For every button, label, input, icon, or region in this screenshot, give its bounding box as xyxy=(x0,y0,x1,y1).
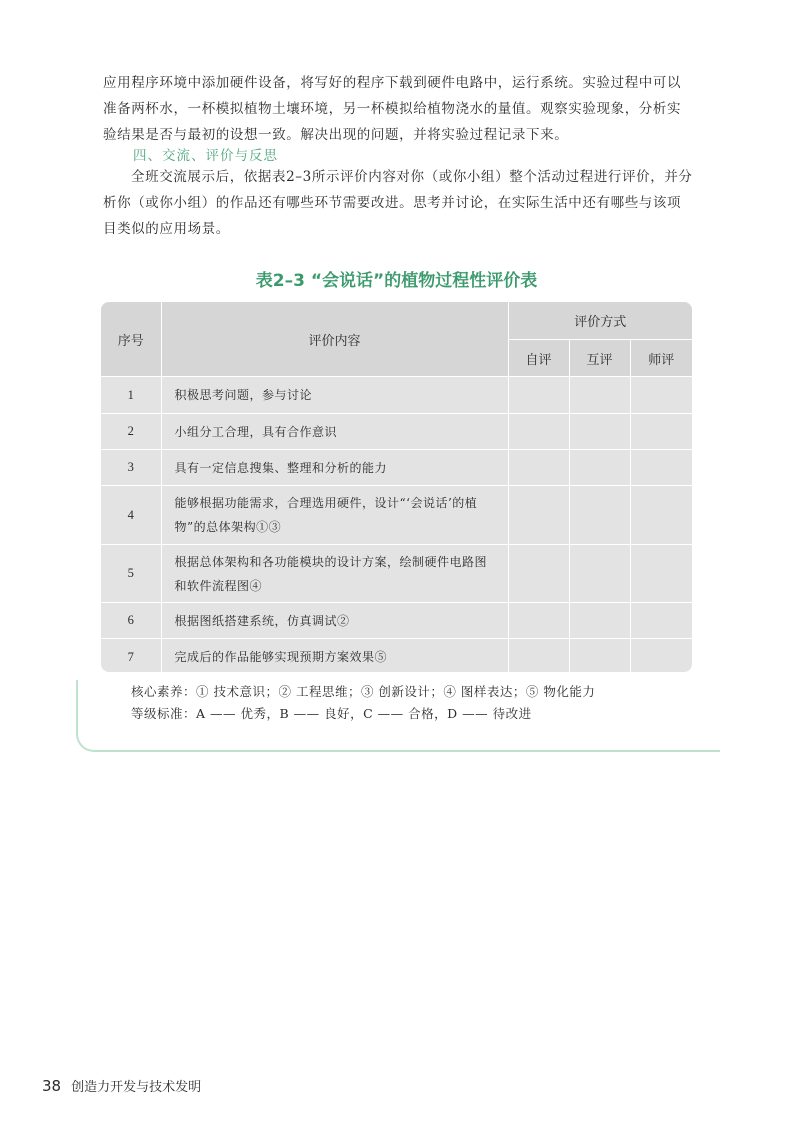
header-self: 自评 xyxy=(508,340,569,377)
self-cell xyxy=(508,639,569,673)
section-heading: 四、交流、评价与反思 xyxy=(133,148,278,164)
table-row xyxy=(101,486,692,545)
header-content: 评价内容 xyxy=(161,302,508,377)
peer-cell xyxy=(569,377,630,414)
page-number: 38 xyxy=(42,1077,62,1095)
teacher-cell xyxy=(630,450,692,486)
table-title: 表2–3 “会说话”的植物过程性评价表 xyxy=(255,271,538,291)
teacher-cell xyxy=(630,414,692,450)
peer-cell xyxy=(569,414,630,450)
row-index: 4 xyxy=(101,486,161,545)
table-notes xyxy=(131,681,595,725)
row-index: 6 xyxy=(101,603,161,639)
teacher-cell xyxy=(630,603,692,639)
teacher-cell xyxy=(630,486,692,545)
table-row xyxy=(101,603,692,639)
peer-cell xyxy=(569,603,630,639)
row-content: 能够根据功能需求，合理选用硬件，设计“‘会说话’的植物”的总体架构①③ xyxy=(161,486,508,545)
page-footer xyxy=(42,1076,201,1095)
table-row xyxy=(101,450,692,486)
header-index: 序号 xyxy=(101,302,161,377)
row-content: 完成后的作品能够实现预期方案效果⑤ xyxy=(161,639,508,673)
self-cell xyxy=(508,450,569,486)
row-index: 7 xyxy=(101,639,161,673)
teacher-cell xyxy=(630,377,692,414)
self-cell xyxy=(508,486,569,545)
peer-cell xyxy=(569,450,630,486)
teacher-cell xyxy=(630,545,692,603)
peer-cell xyxy=(569,639,630,673)
table-row xyxy=(101,545,692,603)
evaluation-table xyxy=(101,302,692,672)
teacher-cell xyxy=(630,639,692,673)
self-cell xyxy=(508,377,569,414)
evaluation-paragraph: 全班交流展示后，依据表2–3所示评价内容对你（或你小组）整个活动过程进行评价，并分析你（或你小组）的作品还有哪些环节需要改进。思考并讨论，在实际生活中还有哪些与该项目类似的应用场景。 xyxy=(103,169,693,237)
row-index: 5 xyxy=(101,545,161,603)
row-content: 根据总体架构和各功能模块的设计方案，绘制硬件电路图和软件流程图④ xyxy=(161,545,508,603)
row-index: 3 xyxy=(101,450,161,486)
row-index: 1 xyxy=(101,377,161,414)
table-row xyxy=(101,377,692,414)
header-method: 评价方式 xyxy=(508,302,692,340)
row-content: 积极思考问题，参与讨论 xyxy=(161,377,508,414)
row-index: 2 xyxy=(101,414,161,450)
book-title: 创造力开发与技术发明 xyxy=(71,1080,202,1095)
table-row xyxy=(101,414,692,450)
self-cell xyxy=(508,414,569,450)
intro-paragraph: 应用程序环境中添加硬件设备，将写好的程序下载到硬件电路中，运行系统。实验过程中可以准备两杯水，一杯模拟植物土壤环境，另一杯模拟给植物浇水的量值。观察实验现象，分析实验结果是否与最初的设想一致。解决出现的问题，并将实验过程记录下来。 xyxy=(103,75,682,143)
grade-standard-note: 等级标准：A —— 优秀，B —— 良好，C —— 合格，D —— 待改进 xyxy=(131,706,532,721)
header-peer: 互评 xyxy=(569,340,630,377)
core-literacy-note: 核心素养：① 技术意识；② 工程思维；③ 创新设计；④ 图样表达；⑤ 物化能力 xyxy=(131,684,596,699)
row-content: 根据图纸搭建系统，仿真调试② xyxy=(161,603,508,639)
peer-cell xyxy=(569,486,630,545)
table-row xyxy=(101,639,692,673)
self-cell xyxy=(508,545,569,603)
header-teacher: 师评 xyxy=(630,340,692,377)
peer-cell xyxy=(569,545,630,603)
row-content: 具有一定信息搜集、整理和分析的能力 xyxy=(161,450,508,486)
row-content: 小组分工合理，具有合作意识 xyxy=(161,414,508,450)
self-cell xyxy=(508,603,569,639)
